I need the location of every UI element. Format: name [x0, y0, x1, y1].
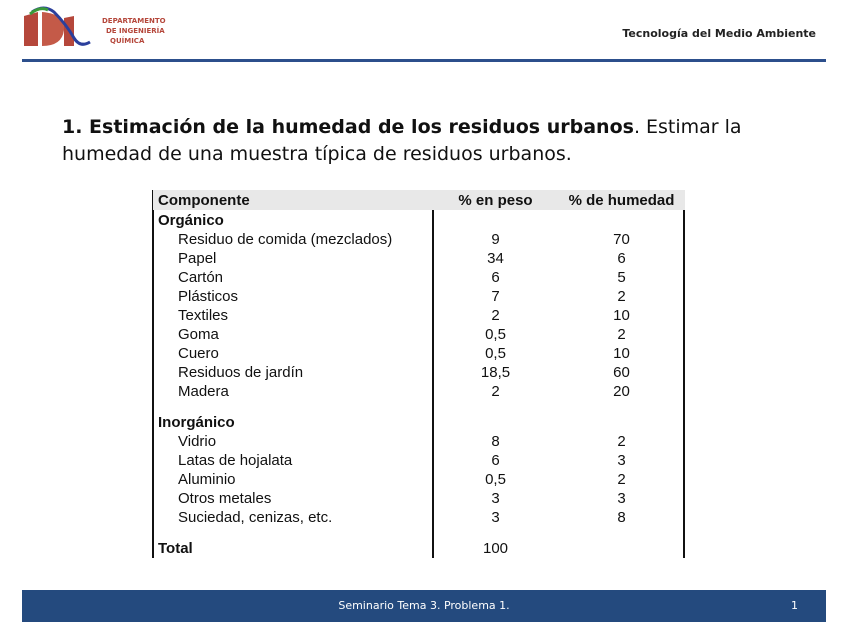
course-title: Tecnología del Medio Ambiente: [622, 27, 816, 40]
table-row: [153, 364, 685, 383]
moisture-percent: 6: [617, 250, 626, 267]
component-name: Otros metales: [178, 490, 272, 507]
table-row: [153, 326, 685, 345]
moisture-percent: 3: [617, 452, 626, 469]
moisture-percent: 10: [613, 307, 630, 324]
table-row: [153, 345, 685, 364]
moisture-percent: 60: [613, 364, 630, 381]
component-name: Cuero: [178, 345, 219, 362]
weight-percent: 3: [491, 509, 500, 526]
weight-percent: 0,5: [485, 471, 506, 488]
table-row: [153, 490, 685, 509]
table-row: [153, 433, 685, 452]
moisture-percent: 10: [613, 345, 630, 362]
header-peso: % en peso: [458, 192, 533, 209]
waste-table: [153, 190, 685, 559]
moisture-percent: 5: [617, 269, 626, 286]
weight-percent: 3: [491, 490, 500, 507]
table-row: [153, 471, 685, 490]
moisture-percent: 20: [613, 383, 630, 400]
table-row: [153, 250, 685, 269]
table-row: [153, 509, 685, 528]
weight-percent: 18,5: [480, 364, 511, 381]
section-label: Inorgánico: [158, 414, 235, 431]
page-number: 1: [791, 599, 798, 612]
weight-percent: 6: [491, 452, 500, 469]
footer-bar: [22, 590, 826, 622]
table-row: [153, 383, 685, 402]
moisture-percent: 2: [617, 433, 626, 450]
component-name: Papel: [178, 250, 217, 267]
weight-percent: 6: [491, 269, 500, 286]
inorganic-rows: [153, 433, 685, 528]
department-logo: [20, 4, 166, 50]
moisture-percent: 2: [617, 326, 626, 343]
problem-title: 1. Estimación de la humedad de los residuos urbanos: [62, 116, 634, 138]
weight-percent: 8: [491, 433, 500, 450]
weight-percent: 0,5: [485, 345, 506, 362]
component-name: Textiles: [178, 307, 229, 324]
header-divider: [22, 59, 826, 62]
table-row: [153, 231, 685, 250]
weight-percent: 2: [491, 383, 500, 400]
total-label: Total: [158, 540, 193, 557]
problem-text: . Estimar la humedad de una muestra típica de residuos urbanos.: [62, 116, 742, 165]
table-row: [153, 269, 685, 288]
table-row: [153, 288, 685, 307]
organic-rows: [153, 231, 685, 402]
table-row: [153, 307, 685, 326]
section-inorganic: [153, 414, 685, 433]
weight-percent: 2: [491, 307, 500, 324]
table-row: [153, 452, 685, 471]
component-name: Vidrio: [178, 433, 217, 450]
moisture-percent: 2: [617, 471, 626, 488]
section-organic: [153, 212, 685, 231]
component-name: Latas de hojalata: [178, 452, 293, 469]
component-name: Residuo de comida (mezclados): [178, 231, 393, 248]
component-name: Suciedad, cenizas, etc.: [178, 509, 333, 526]
component-name: Cartón: [178, 269, 224, 286]
logo-text: DEPARTAMENTO DE INGENIERÍA QUÍMICA: [102, 17, 166, 45]
spacer: [153, 402, 685, 414]
total-value: 100: [482, 540, 509, 557]
logo-icon: [20, 4, 100, 50]
moisture-percent: 3: [617, 490, 626, 507]
component-name: Goma: [178, 326, 219, 343]
weight-percent: 9: [491, 231, 500, 248]
problem-statement: [62, 114, 802, 168]
weight-percent: 0,5: [485, 326, 506, 343]
weight-percent: 7: [491, 288, 500, 305]
footer-text: Seminario Tema 3. Problema 1.: [338, 599, 510, 612]
section-label: Orgánico: [158, 212, 224, 229]
header-humedad: % de humedad: [568, 192, 675, 209]
moisture-percent: 70: [613, 231, 630, 248]
header-componente: Componente: [158, 192, 250, 209]
component-name: Residuos de jardín: [178, 364, 304, 381]
component-name: Aluminio: [178, 471, 236, 488]
weight-percent: 34: [487, 250, 504, 267]
moisture-percent: 8: [617, 509, 626, 526]
moisture-percent: 2: [617, 288, 626, 305]
component-name: Madera: [178, 383, 229, 400]
table-header: [153, 190, 685, 210]
component-name: Plásticos: [178, 288, 239, 305]
spacer: [153, 528, 685, 540]
total-row: [153, 540, 685, 559]
